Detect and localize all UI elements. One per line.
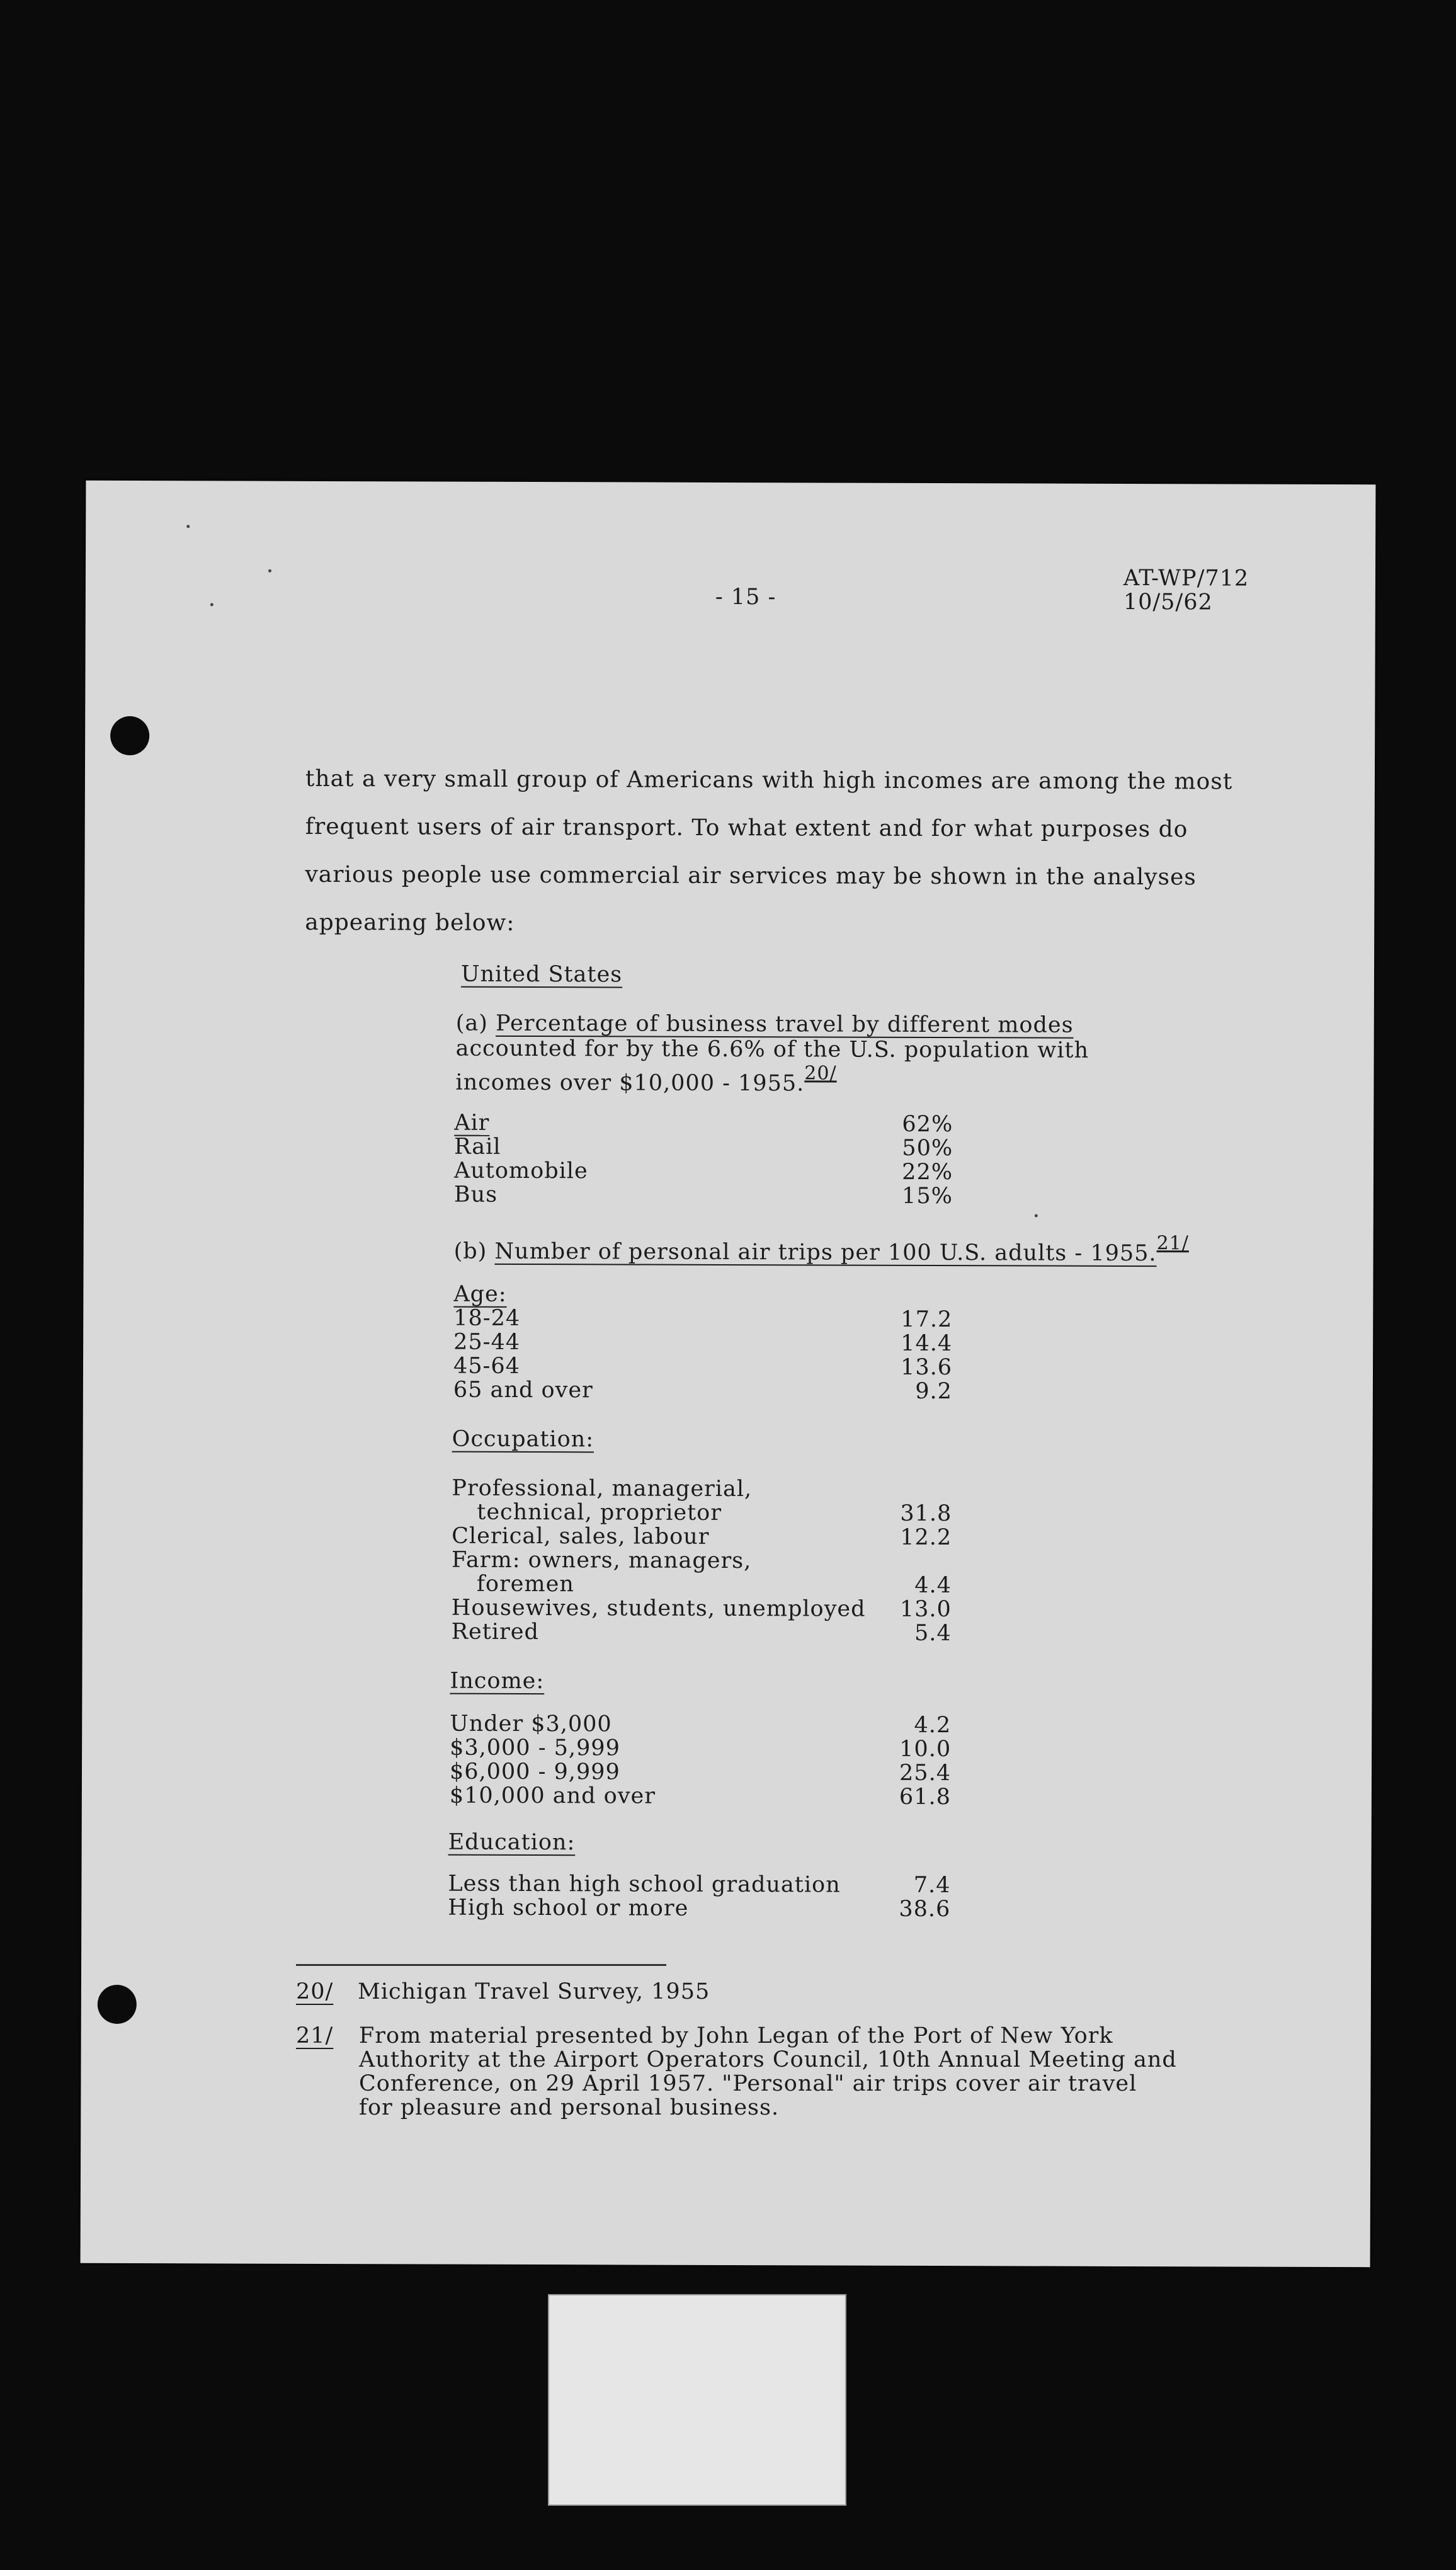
footnote-marker-21: 21/ bbox=[296, 2023, 334, 2048]
table-row-label: Less than high school graduation bbox=[448, 1871, 841, 1898]
table-row-value: 17.2 bbox=[901, 1306, 953, 1333]
table-row-label: Professional, managerial, bbox=[452, 1475, 753, 1502]
table-row-label: Rail bbox=[454, 1134, 501, 1160]
table-row-value: 31.8 bbox=[900, 1500, 952, 1527]
income-heading: Income: bbox=[450, 1668, 545, 1694]
dust-speck bbox=[186, 525, 190, 528]
dust-speck bbox=[210, 603, 213, 606]
table-row-value: 7.4 bbox=[913, 1872, 951, 1899]
intro-line: appearing below: bbox=[305, 909, 515, 936]
table-row-value: 13.6 bbox=[901, 1354, 953, 1381]
section-heading: United States bbox=[460, 961, 623, 988]
footnote-text: From material presented by John Legan of the Port of New York bbox=[359, 2023, 1113, 2048]
document-date: 10/5/62 bbox=[1123, 589, 1213, 615]
table-row-label: Bus bbox=[453, 1182, 498, 1208]
intro-line: various people use commercial air services may be shown in the analyses bbox=[305, 861, 1197, 891]
table-a-title-underlined: Percentage of business travel by different modes bbox=[496, 1010, 1074, 1038]
table-row-label: Automobile bbox=[453, 1158, 588, 1184]
table-row-label-cont: foremen bbox=[476, 1571, 574, 1597]
table-row-label: 65 and over bbox=[453, 1377, 593, 1403]
table-row-label: Air bbox=[454, 1110, 490, 1136]
footnote-text: for pleasure and personal business. bbox=[359, 2095, 780, 2120]
table-b-title bbox=[454, 1230, 1189, 1267]
footnote-text: Conference, on 29 April 1957. "Personal" air trips cover air travel bbox=[359, 2071, 1137, 2096]
table-row-value: 14.4 bbox=[901, 1330, 953, 1357]
table-row-value: 50% bbox=[902, 1135, 953, 1162]
table-row-value: 12.2 bbox=[900, 1524, 952, 1551]
table-b-prefix: (b) bbox=[453, 1238, 487, 1264]
table-row-label: 18-24 bbox=[453, 1305, 521, 1331]
punch-hole-bottom bbox=[98, 1985, 137, 2024]
punch-hole-top bbox=[110, 716, 149, 755]
table-a-title bbox=[456, 1011, 1074, 1038]
footnote-ref-21: 21/ bbox=[1156, 1232, 1189, 1255]
table-row-label: 25-44 bbox=[453, 1329, 521, 1355]
table-row-value: 15% bbox=[902, 1183, 953, 1209]
table-row-label: High school or more bbox=[448, 1895, 689, 1921]
document-reference: AT-WP/712 bbox=[1123, 565, 1249, 591]
table-row-label: Clerical, sales, labour bbox=[452, 1523, 710, 1550]
blank-index-card bbox=[548, 2294, 846, 2506]
table-b-title-underlined: Number of personal air trips per 100 U.S. adults - 1955. bbox=[494, 1238, 1157, 1267]
footnote-marker-20: 20/ bbox=[296, 1979, 334, 2004]
table-row-label-cont: technical, proprietor bbox=[477, 1499, 722, 1526]
dust-speck bbox=[268, 569, 271, 573]
age-heading: Age: bbox=[453, 1281, 507, 1307]
page-number: - 15 - bbox=[715, 584, 776, 610]
intro-line: that a very small group of Americans with high incomes are among the most bbox=[305, 765, 1233, 795]
table-row-value: 62% bbox=[902, 1111, 953, 1138]
intro-line: frequent users of air transport. To what extent and for what purposes do bbox=[305, 813, 1188, 843]
table-row-label: Farm: owners, managers, bbox=[452, 1547, 752, 1574]
footnote-divider bbox=[296, 1964, 666, 1966]
table-row-label: Under $3,000 bbox=[450, 1711, 612, 1737]
table-row-value: 22% bbox=[902, 1159, 953, 1185]
table-row-value: 38.6 bbox=[899, 1896, 951, 1922]
footnote-ref-20: 20/ bbox=[804, 1062, 837, 1085]
table-a-title-line2: accounted for by the 6.6% of the U.S. population with bbox=[455, 1036, 1089, 1063]
footnote-text: Michigan Travel Survey, 1955 bbox=[358, 1979, 710, 2004]
table-row-label: Retired bbox=[451, 1619, 539, 1645]
table-a-title-line3-text: incomes over $10,000 - 1955. bbox=[455, 1070, 805, 1097]
table-row-label: $6,000 - 9,999 bbox=[449, 1759, 620, 1785]
table-row-label: $3,000 - 5,999 bbox=[450, 1735, 620, 1761]
footnote-text: Authority at the Airport Operators Council, 10th Annual Meeting and bbox=[359, 2047, 1177, 2072]
table-row-value: 4.4 bbox=[914, 1572, 952, 1599]
table-row-value: 13.0 bbox=[899, 1596, 952, 1623]
table-row-value: 9.2 bbox=[915, 1378, 952, 1405]
document-page bbox=[81, 481, 1376, 2267]
table-row-value: 4.2 bbox=[914, 1712, 952, 1739]
occupation-heading: Occupation: bbox=[452, 1426, 594, 1453]
table-row-label: Housewives, students, unemployed bbox=[451, 1595, 866, 1622]
table-row-value: 61.8 bbox=[899, 1784, 951, 1810]
table-row-value: 25.4 bbox=[899, 1760, 952, 1786]
table-a-title-line3 bbox=[455, 1061, 836, 1097]
table-row-label: 45-64 bbox=[453, 1353, 521, 1379]
table-row-value: 5.4 bbox=[914, 1620, 952, 1647]
table-a-prefix: (a) bbox=[455, 1010, 488, 1036]
dust-speck bbox=[1035, 1214, 1038, 1218]
table-row-label: $10,000 and over bbox=[449, 1783, 656, 1809]
table-row-value: 10.0 bbox=[899, 1736, 952, 1762]
education-heading: Education: bbox=[448, 1829, 576, 1856]
